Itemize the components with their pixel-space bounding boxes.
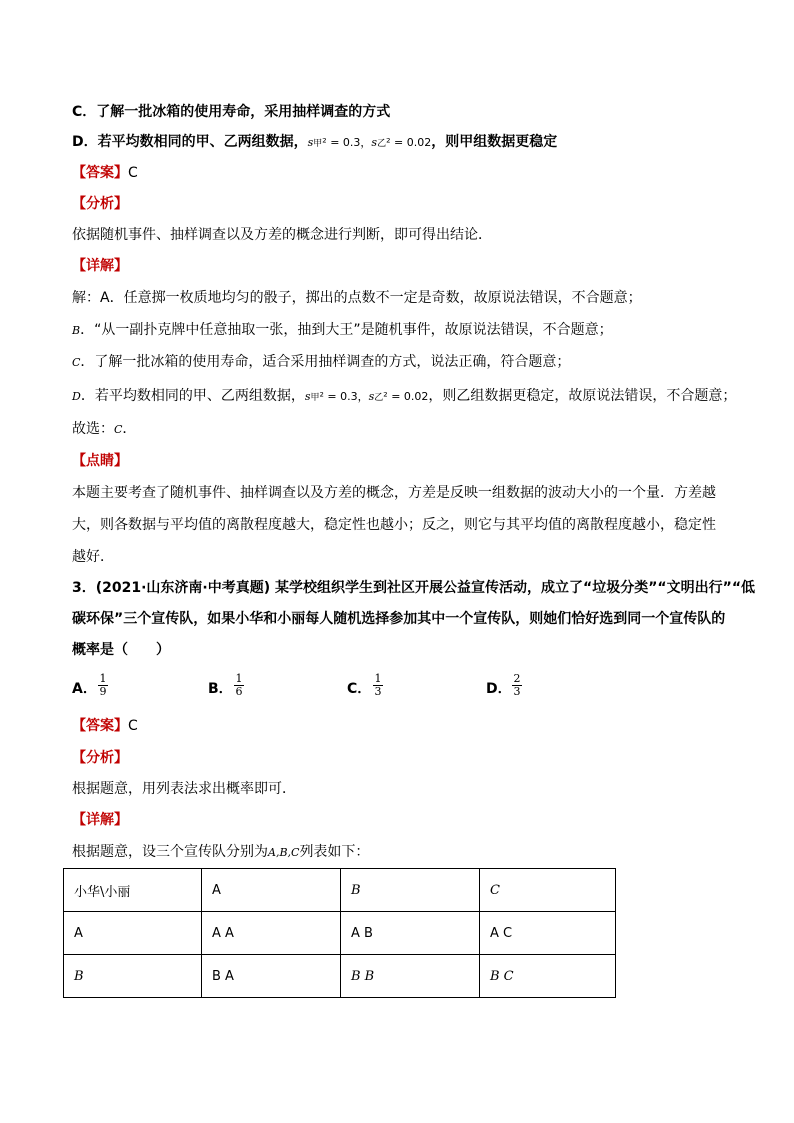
choose-letter: C	[114, 423, 123, 436]
variance-value: ² = 0.3，	[322, 136, 372, 149]
variance-subscript: 甲	[310, 393, 320, 403]
option-b-fraction	[234, 673, 244, 698]
question-3-line-3: 概率是（ ）	[72, 642, 170, 658]
variance-value: ² = 0.3，	[319, 390, 369, 403]
probability-table	[63, 868, 616, 998]
numerator: 1	[374, 672, 382, 685]
answer-label: 【答案】	[72, 718, 128, 734]
table-cell: B C	[480, 955, 616, 998]
comment-line-1: 本题主要考查了随机事件、抽样调查以及方差的概念，方差是反映一组数据的波动大小的一个量．方差越	[72, 485, 716, 501]
detail2-text-post: 列表如下：	[299, 844, 370, 860]
variance-subscript: 甲	[313, 139, 323, 149]
analysis2-label: 【分析】	[72, 750, 128, 766]
detail-d	[72, 386, 736, 408]
detail-letter: C	[72, 356, 81, 369]
table-cell: A	[64, 912, 202, 955]
table-cell: A B	[341, 912, 480, 955]
numerator: 1	[99, 672, 107, 685]
analysis-text: 依据随机事件、抽样调查以及方差的概念进行判断，即可得出结论．	[72, 227, 492, 243]
detail2-label: 【详解】	[72, 812, 128, 828]
option-d	[72, 132, 557, 154]
variance-subscript: 乙	[374, 393, 384, 403]
option-d-text: D．若平均数相同的甲、乙两组数据，	[72, 134, 308, 150]
comment-label: 【点睛】	[72, 453, 128, 469]
option-b-label: B．	[208, 681, 233, 697]
table-row	[64, 912, 616, 955]
option-a-fraction	[98, 673, 108, 698]
comment-line-2: 大，则各数据与平均值的离散程度越大，稳定性也越小；反之，则它与其平均值的离散程度越小，稳定性	[72, 517, 716, 533]
detail-text: ．“从一副扑克牌中任意抽取一张，抽到大王”是随机事件，故原说法错误，不合题意；	[80, 322, 613, 338]
analysis-label: 【分析】	[72, 196, 128, 212]
table-row	[64, 955, 616, 998]
detail-a: 解：A．任意掷一枚质地均匀的骰子，掷出的点数不一定是奇数，故原说法错误，不合题意；	[72, 290, 642, 306]
variance-value: ² = 0.02	[383, 390, 429, 403]
choose-line	[72, 419, 136, 440]
detail-letter: D	[72, 390, 81, 403]
detail-label: 【详解】	[72, 258, 128, 274]
option-d-fraction	[512, 673, 522, 698]
detail-b	[72, 320, 613, 341]
denominator: 3	[374, 685, 382, 698]
variance-symbol: s	[304, 390, 311, 403]
option-c-fraction	[373, 673, 383, 698]
detail2-vars: A,B,C	[268, 846, 300, 859]
denominator: 9	[99, 685, 107, 698]
detail-text: ．若平均数相同的甲、乙两组数据，	[80, 388, 305, 404]
question-3-line-2: 碳环保”三个宣传队，如果小华和小丽每人随机选择参加其中一个宣传队，则她们恰好选到同一个宣传队的	[72, 611, 726, 627]
variance-symbol: s	[307, 136, 314, 149]
detail-text: ，则乙组数据更稳定，故原说法错误，不合题意；	[428, 388, 737, 404]
detail2-text-pre: 根据题意，设三个宣传队分别为	[72, 844, 268, 860]
answer-value: C	[128, 165, 138, 181]
option-a-label: A．	[72, 681, 97, 697]
option-c-label: C．	[347, 681, 372, 697]
detail-letter: B	[72, 324, 81, 337]
variance-subscript: 乙	[377, 139, 387, 149]
table-cell: A C	[480, 912, 616, 955]
detail2-text	[72, 842, 369, 863]
answer-line	[72, 163, 138, 183]
numerator: 1	[235, 672, 243, 685]
variance-symbol: s	[371, 136, 378, 149]
variance-symbol: s	[368, 390, 375, 403]
numerator: 2	[513, 672, 521, 685]
choose-text: ．	[122, 421, 137, 437]
table-cell: B	[341, 869, 480, 912]
option-c: C．了解一批冰箱的使用寿命，采用抽样调查的方式	[72, 104, 391, 120]
choose-text: 故选：	[72, 421, 114, 437]
answer2-line	[72, 716, 138, 736]
comment-line-3: 越好．	[72, 549, 114, 565]
table-cell: A A	[202, 912, 341, 955]
table-cell: 小华\小丽	[64, 869, 202, 912]
answer-label: 【答案】	[72, 165, 128, 181]
detail-c	[72, 352, 570, 373]
table-row	[64, 869, 616, 912]
analysis2-text: 根据题意，用列表法求出概率即可．	[72, 781, 296, 797]
detail-text: ．了解一批冰箱的使用寿命，适合采用抽样调查的方式，说法正确，符合题意；	[80, 354, 571, 370]
variance-value: ² = 0.02	[386, 136, 432, 149]
answer-value: C	[128, 718, 138, 734]
table-cell: A	[202, 869, 341, 912]
table-cell: B A	[202, 955, 341, 998]
option-d-label: D．	[486, 681, 512, 697]
table-cell: B B	[341, 955, 480, 998]
option-d-text: ，则甲组数据更稳定	[431, 134, 558, 150]
denominator: 3	[513, 685, 521, 698]
table-cell: B	[64, 955, 202, 998]
table-cell: C	[480, 869, 616, 912]
question-3-line-1: 3．(2021·山东济南·中考真题) 某学校组织学生到社区开展公益宣传活动，成立了“垃圾分类”“文明出行”“低	[72, 580, 756, 596]
denominator: 6	[235, 685, 243, 698]
